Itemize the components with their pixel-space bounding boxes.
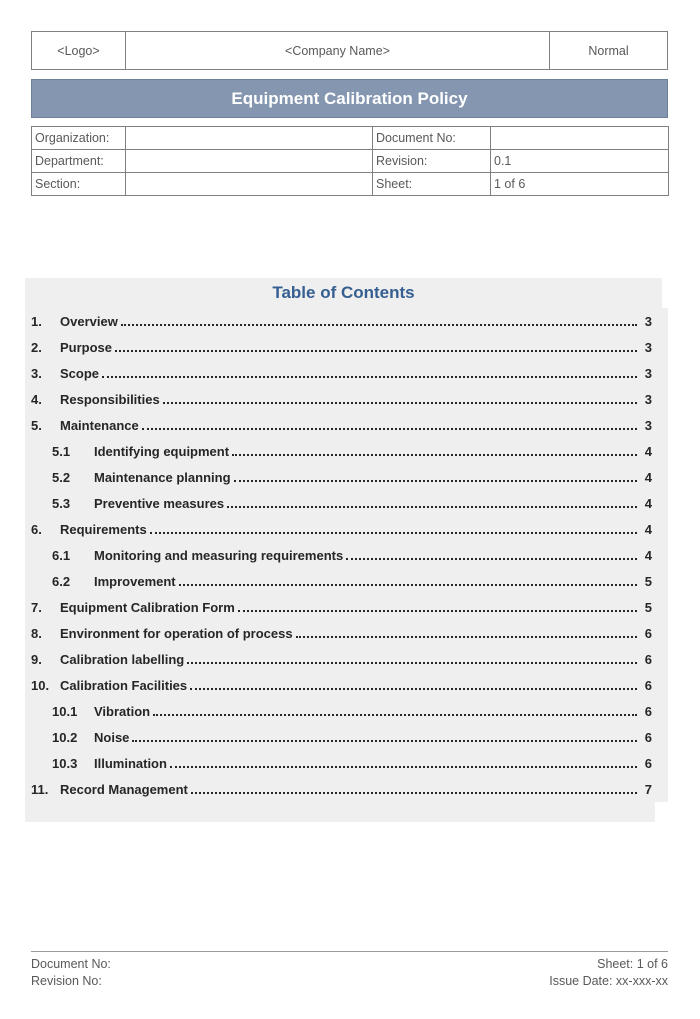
toc-entry-page: 5 [644, 573, 652, 589]
toc-dot-leader [153, 714, 637, 716]
toc-entry-number: 6.2 [52, 573, 71, 589]
toc-dot-leader [191, 792, 637, 794]
toc-entry[interactable] [25, 568, 668, 594]
toc-dot-leader [142, 428, 637, 430]
classification-cell: Normal [550, 32, 668, 70]
toc-entry-page: 4 [644, 547, 652, 563]
toc-entry-number: 6.1 [52, 547, 71, 563]
toc-entry-page: 3 [644, 365, 652, 381]
toc-entry-label: Record Management [60, 781, 188, 797]
toc-entry-label: Responsibilities [60, 391, 160, 407]
toc-entry[interactable] [25, 386, 668, 412]
table-row [32, 127, 669, 150]
toc-dot-leader [150, 532, 637, 534]
toc-entry-page: 6 [644, 729, 652, 745]
document-title: Equipment Calibration Policy [231, 88, 468, 108]
toc-entry-number: 4. [31, 391, 42, 407]
toc-dot-leader [238, 610, 637, 612]
toc-entry-number: 6. [31, 521, 42, 537]
toc-entry[interactable] [25, 646, 668, 672]
toc-entry[interactable] [25, 594, 668, 620]
toc-entry[interactable] [25, 308, 668, 334]
toc-entry[interactable] [25, 334, 668, 360]
document-info-table [31, 126, 669, 196]
section-value [126, 173, 373, 196]
department-value [126, 150, 373, 173]
sheet-label: Sheet: [373, 173, 491, 196]
page-footer [31, 951, 668, 990]
toc-entry-number: 1. [31, 313, 42, 329]
toc-entry-page: 4 [644, 521, 652, 537]
organization-label: Organization: [32, 127, 126, 150]
toc-entry[interactable] [25, 542, 668, 568]
toc-entry-label: Scope [60, 365, 100, 381]
toc-entry[interactable] [25, 776, 668, 802]
toc-entry-number: 3. [31, 365, 42, 381]
toc-entry-page: 4 [644, 443, 652, 459]
toc-entry-page: 6 [644, 677, 652, 693]
toc-entry[interactable] [25, 750, 668, 776]
footer-issue-date: Issue Date: xx-xxx-xx [549, 974, 668, 988]
toc-entry-page: 6 [644, 651, 652, 667]
toc-entry-number: 7. [31, 599, 42, 615]
sheet-value: 1 of 6 [491, 173, 669, 196]
toc-entry-label: Maintenance [60, 417, 139, 433]
toc-entry-label: Illumination [94, 755, 167, 771]
toc-entry-label: Identifying equipment [94, 443, 230, 459]
toc-dot-leader [346, 558, 637, 560]
toc-dot-leader [227, 506, 637, 508]
toc-dot-leader [121, 324, 637, 326]
organization-value [126, 127, 373, 150]
table-row [32, 173, 669, 196]
toc-entry-number: 8. [31, 625, 42, 641]
toc-entry-label: Calibration Facilities [60, 677, 188, 693]
toc-entry-number: 5. [31, 417, 42, 433]
toc-entry-label: Improvement [94, 573, 176, 589]
toc-dot-leader [179, 584, 637, 586]
toc-dot-leader [132, 740, 637, 742]
toc-entry-page: 6 [644, 703, 652, 719]
footer-document-no: Document No: [31, 957, 111, 971]
toc-entry[interactable] [25, 464, 668, 490]
toc-entry-label: Vibration [94, 703, 151, 719]
document-header-table [31, 31, 668, 70]
toc-entry-number: 10.3 [52, 755, 78, 771]
toc-entry-number: 9. [31, 651, 42, 667]
toc-entry-number: 10. [31, 677, 50, 693]
toc-entry[interactable] [25, 516, 668, 542]
toc-entry-number: 10.1 [52, 703, 78, 719]
toc-entry[interactable] [25, 438, 668, 464]
document-no-label: Document No: [373, 127, 491, 150]
document-title-band [31, 79, 668, 118]
toc-entry[interactable] [25, 412, 668, 438]
footer-revision-no: Revision No: [31, 974, 102, 988]
toc-entry-number: 5.3 [52, 495, 71, 511]
toc-entry-page: 7 [644, 781, 652, 797]
toc-entry[interactable] [25, 490, 668, 516]
toc-dot-leader [190, 688, 637, 690]
toc-heading-band [25, 278, 662, 308]
toc-entry-label: Purpose [60, 339, 113, 355]
toc-dot-leader [170, 766, 637, 768]
toc-entry-page: 3 [644, 417, 652, 433]
toc-entry-page: 6 [644, 625, 652, 641]
toc-entry-label: Equipment Calibration Form [60, 599, 235, 615]
toc-entry[interactable] [25, 360, 668, 386]
toc-dot-leader [163, 402, 637, 404]
toc-entry-page: 3 [644, 313, 652, 329]
toc-dot-leader [102, 376, 637, 378]
company-name-placeholder: <Company Name> [126, 32, 550, 70]
department-label: Department: [32, 150, 126, 173]
toc-entry-label: Monitoring and measuring requirements [94, 547, 344, 563]
toc-entry-number: 10.2 [52, 729, 78, 745]
toc-entry-page: 4 [644, 469, 652, 485]
toc-entry[interactable] [25, 698, 668, 724]
toc-entry[interactable] [25, 672, 668, 698]
revision-label: Revision: [373, 150, 491, 173]
toc-entry-label: Overview [60, 313, 118, 329]
toc-entries [25, 308, 668, 802]
toc-entry[interactable] [25, 620, 668, 646]
toc-entry-number: 11. [31, 781, 49, 797]
toc-entry-label: Noise [94, 729, 130, 745]
table-row [32, 150, 669, 173]
toc-entry-number: 5.1 [52, 443, 71, 459]
section-label: Section: [32, 173, 126, 196]
toc-dot-leader [234, 480, 637, 482]
toc-entry-number: 2. [31, 339, 42, 355]
toc-heading: Table of Contents [272, 283, 415, 302]
toc-entry-page: 4 [644, 495, 652, 511]
table-of-contents [25, 278, 668, 822]
toc-entry-page: 3 [644, 391, 652, 407]
footer-sheet: Sheet: 1 of 6 [597, 957, 668, 971]
toc-entry-page: 3 [644, 339, 652, 355]
toc-entry-page: 5 [644, 599, 652, 615]
toc-entry-label: Maintenance planning [94, 469, 231, 485]
toc-entry-label: Preventive measures [94, 495, 225, 511]
toc-entry-label: Environment for operation of process [60, 625, 293, 641]
toc-entry-number: 5.2 [52, 469, 71, 485]
toc-dot-leader [187, 662, 637, 664]
document-no-value [491, 127, 669, 150]
toc-bottom-strip [25, 802, 655, 822]
toc-entry-label: Calibration labelling [60, 651, 185, 667]
toc-entry[interactable] [25, 724, 668, 750]
revision-value: 0.1 [491, 150, 669, 173]
toc-dot-leader [296, 636, 637, 638]
logo-placeholder: <Logo> [32, 32, 126, 70]
toc-dot-leader [115, 350, 637, 352]
toc-entry-page: 6 [644, 755, 652, 771]
toc-dot-leader [232, 454, 637, 456]
toc-entry-label: Requirements [60, 521, 147, 537]
